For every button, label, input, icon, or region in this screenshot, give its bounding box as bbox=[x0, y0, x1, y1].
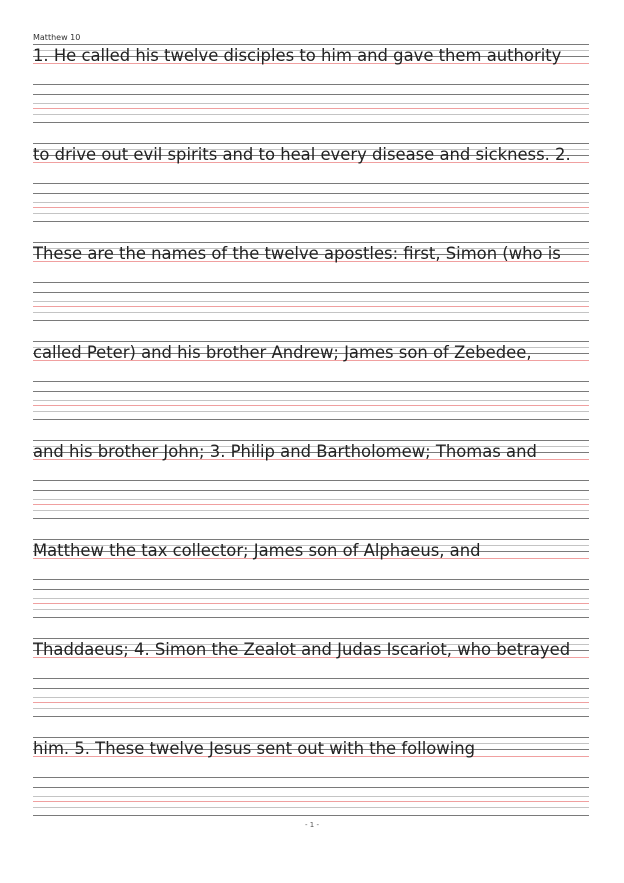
ruled-line bbox=[33, 480, 589, 481]
practice-block bbox=[33, 143, 589, 233]
practice-block bbox=[33, 638, 589, 728]
practice-block bbox=[33, 539, 589, 629]
ruled-line bbox=[33, 419, 589, 420]
ruled-line bbox=[33, 688, 589, 689]
ruled-line bbox=[33, 221, 589, 222]
verse-text-line: These are the names of the twelve apostles: first, Simon (who is bbox=[33, 244, 561, 263]
ruled-line bbox=[33, 94, 589, 95]
practice-block bbox=[33, 242, 589, 332]
ruled-line bbox=[33, 796, 589, 797]
ruled-line bbox=[33, 490, 589, 491]
ruled-line bbox=[33, 807, 589, 808]
practice-block bbox=[33, 737, 589, 827]
ruled-line bbox=[33, 697, 589, 698]
ruled-line bbox=[33, 306, 589, 307]
verse-text-line: Thaddaeus; 4. Simon the Zealot and Judas Iscariot, who betrayed bbox=[33, 640, 571, 659]
page-header-title: Matthew 10 bbox=[33, 33, 81, 42]
practice-block bbox=[33, 341, 589, 431]
ruled-line bbox=[33, 381, 589, 382]
ruled-line bbox=[33, 103, 589, 104]
ruled-line bbox=[33, 84, 589, 85]
ruled-line bbox=[33, 213, 589, 214]
ruled-line bbox=[33, 411, 589, 412]
ruled-line bbox=[33, 708, 589, 709]
ruled-line bbox=[33, 609, 589, 610]
practice-block bbox=[33, 44, 589, 134]
ruled-line bbox=[33, 391, 589, 392]
verse-text-line: to drive out evil spirits and to heal every disease and sickness. 2. bbox=[33, 145, 571, 164]
ruled-line bbox=[33, 108, 589, 109]
page-number: - 1 - bbox=[305, 821, 319, 829]
verse-text-line: Matthew the tax collector; James son of Alphaeus, and bbox=[33, 541, 481, 560]
ruled-line bbox=[33, 603, 589, 604]
ruled-line bbox=[33, 702, 589, 703]
ruled-line bbox=[33, 400, 589, 401]
ruled-line bbox=[33, 122, 589, 123]
ruled-line bbox=[33, 589, 589, 590]
ruled-line bbox=[33, 579, 589, 580]
ruled-line bbox=[33, 114, 589, 115]
ruled-line bbox=[33, 617, 589, 618]
verse-text-line: 1. He called his twelve disciples to him and gave them authority bbox=[33, 46, 562, 65]
ruled-line bbox=[33, 801, 589, 802]
ruled-line bbox=[33, 320, 589, 321]
ruled-line bbox=[33, 499, 589, 500]
ruled-line bbox=[33, 282, 589, 283]
ruled-line bbox=[33, 301, 589, 302]
ruled-line bbox=[33, 183, 589, 184]
ruled-line bbox=[33, 292, 589, 293]
ruled-line bbox=[33, 207, 589, 208]
ruled-line bbox=[33, 518, 589, 519]
verse-text-line: him. 5. These twelve Jesus sent out with the following bbox=[33, 739, 476, 758]
ruled-line bbox=[33, 193, 589, 194]
ruled-line bbox=[33, 405, 589, 406]
ruled-line bbox=[33, 312, 589, 313]
ruled-line bbox=[33, 815, 589, 816]
verse-text-line: called Peter) and his brother Andrew; James son of Zebedee, bbox=[33, 343, 532, 362]
ruled-line bbox=[33, 202, 589, 203]
ruled-line bbox=[33, 777, 589, 778]
verse-text-line: and his brother John; 3. Philip and Bartholomew; Thomas and bbox=[33, 442, 537, 461]
ruled-line bbox=[33, 716, 589, 717]
practice-block bbox=[33, 440, 589, 530]
ruled-line bbox=[33, 787, 589, 788]
ruled-line bbox=[33, 504, 589, 505]
ruled-line bbox=[33, 678, 589, 679]
ruled-line bbox=[33, 598, 589, 599]
ruled-line bbox=[33, 510, 589, 511]
